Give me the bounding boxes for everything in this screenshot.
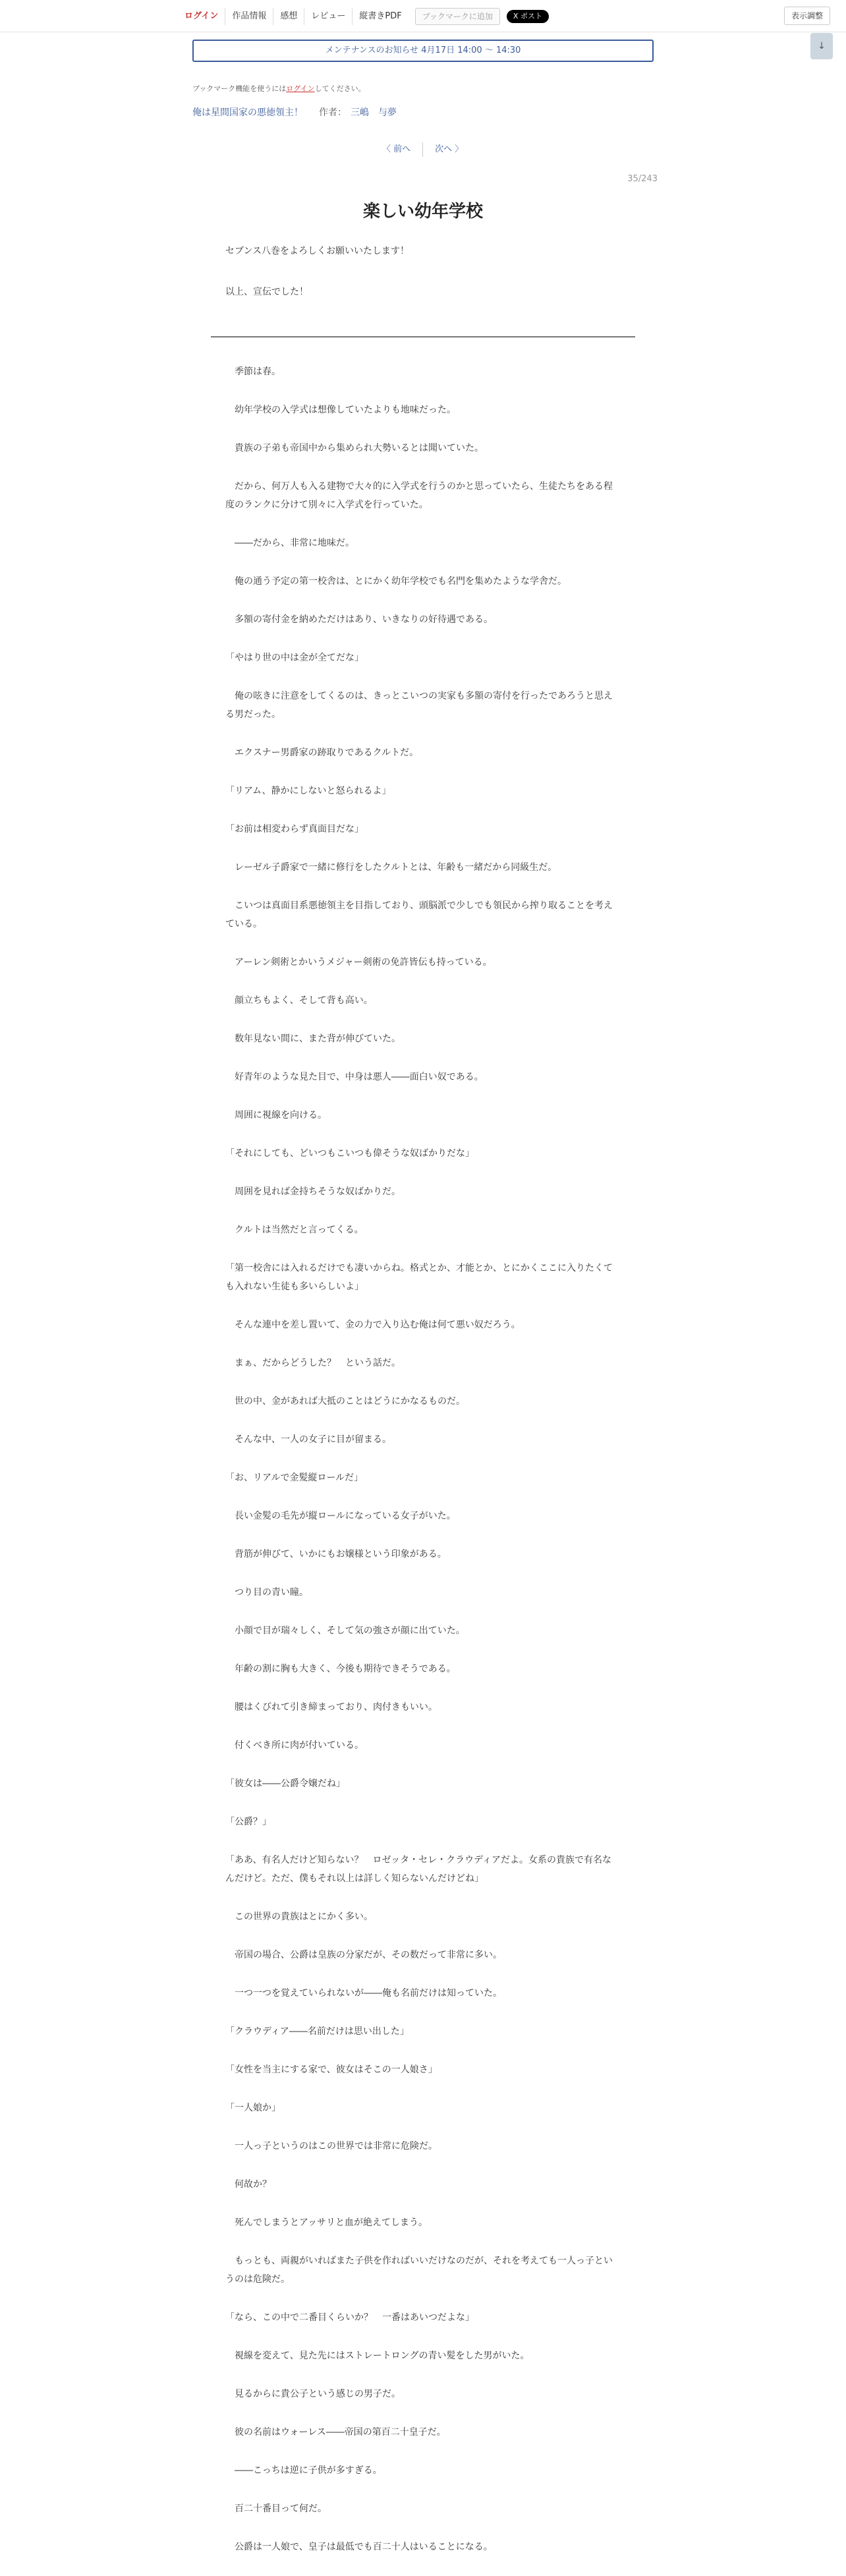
body-paragraph: 「リアム、静かにしないと怒られるよ」 bbox=[225, 786, 391, 796]
prev-page-link[interactable]: 〈 前へ bbox=[382, 144, 411, 154]
body-paragraph: アーレン剣術とかいうメジャー剣術の免許皆伝も持っている。 bbox=[225, 957, 492, 968]
body-paragraph: 「それにしても、どいつもこいつも偉そうな奴ばかりだな」 bbox=[225, 1148, 474, 1159]
novel-info bbox=[192, 105, 397, 119]
bookmark-note-pre: ブックマーク機能を使うには bbox=[192, 84, 287, 93]
preface bbox=[225, 244, 621, 326]
novel-title-link[interactable]: 俺は星間国家の悪徳領主！ bbox=[192, 107, 303, 118]
next-page-link[interactable]: 次へ 〉 bbox=[435, 144, 464, 154]
body-paragraph: 彼の名前はウォーレス――帝国の第百二十皇子だ。 bbox=[225, 2427, 446, 2438]
preface-divider bbox=[211, 336, 635, 337]
body-paragraph: 好青年のような見た目で、中身は悪人――面白い奴である。 bbox=[225, 1072, 484, 1082]
body-paragraph: 周囲に視線を向ける。 bbox=[225, 1110, 327, 1121]
display-settings-button[interactable]: 表示調整 bbox=[784, 7, 830, 25]
body-paragraph: 視線を変えて、見た先にはストレートロングの青い髪をした男がいた。 bbox=[225, 2351, 530, 2361]
body-paragraph: 世の中、金があれば大抵のことはどうにかなるものだ。 bbox=[225, 1396, 465, 1407]
pager bbox=[374, 142, 471, 157]
scroll-down-icon[interactable]: ↓ bbox=[810, 33, 833, 59]
body-paragraph: 何故か？ bbox=[225, 2179, 271, 2190]
body-paragraph: 長い金髪の毛先が縦ロールになっている女子がいた。 bbox=[225, 1511, 456, 1521]
body-paragraph: 小顔で目が瑞々しく、そして気の強さが顔に出ていた。 bbox=[225, 1625, 465, 1636]
review-link[interactable]: レビュー bbox=[304, 8, 352, 25]
body-paragraph: 帝国の場合、公爵は皇族の分家だが、その数だって非常に多い。 bbox=[225, 1950, 502, 1960]
body-paragraph: こいつは真面目系悪徳領主を目指しており、頭脳派で少しでも領民から搾り取ることを考えている。 bbox=[225, 900, 613, 929]
preface-line: 以上、宣伝でした！ bbox=[225, 287, 308, 297]
body-paragraph: そんな中、一人の女子に目が留まる。 bbox=[225, 1434, 391, 1445]
body-paragraph: 幼年学校の入学式は想像していたよりも地味だった。 bbox=[225, 405, 456, 415]
body-paragraph: 「やはり世の中は金が全てだな」 bbox=[225, 653, 364, 663]
body-paragraph: 見るからに貴公子という感じの男子だ。 bbox=[225, 2389, 401, 2399]
body-paragraph: 背筋が伸びて、いかにもお嬢様という印象がある。 bbox=[225, 1549, 447, 1560]
body-paragraph: エクスナー男爵家の跡取りであるクルトだ。 bbox=[225, 747, 419, 758]
body-paragraph: 「公爵？」 bbox=[225, 1817, 271, 1827]
body-paragraph: 腰はくびれて引き締まっており、肉付きもいい。 bbox=[225, 1702, 437, 1712]
body-paragraph: 一つ一つを覚えていられないが――俺も名前だけは知っていた。 bbox=[225, 1988, 502, 1999]
body-paragraph: クルトは当然だと言ってくる。 bbox=[225, 1225, 364, 1235]
body-paragraph: 俺の呟きに注意をしてくるのは、きっとこいつの実家も多額の寄付を行ったであろうと思える男だった。 bbox=[225, 691, 613, 720]
body-paragraph: 俺の通う予定の第一校舎は、とにかく幼年学校でも名門を集めたような学舎だ。 bbox=[225, 576, 567, 587]
body-paragraph: 公爵は一人娘で、皇子は最低でも百二十人はいることになる。 bbox=[225, 2542, 493, 2552]
body-paragraph: この世界の貴族はとにかく多い。 bbox=[225, 1912, 373, 1922]
page-number: 35/243 bbox=[627, 174, 658, 184]
body-paragraph: 年齢の割に胸も大きく、今後も期待できそうである。 bbox=[225, 1664, 456, 1674]
chapter-body bbox=[225, 363, 621, 2576]
body-paragraph: 「お、リアルで金髪縦ロールだ」 bbox=[225, 1473, 364, 1483]
body-paragraph: 「なら、この中で二番目くらいか？ 一番はあいつだよな」 bbox=[225, 2312, 474, 2323]
body-paragraph: まぁ、だからどうした？ という話だ。 bbox=[225, 1358, 401, 1368]
body-paragraph: 「彼女は――公爵令嬢だね」 bbox=[225, 1778, 345, 1789]
login-link[interactable]: ログイン bbox=[184, 11, 219, 21]
vertical-pdf-link[interactable]: 縦書きPDF bbox=[352, 8, 408, 25]
body-paragraph: 「ああ、有名人だけど知らない？ ロゼッタ・セレ・クラウディアだよ。女系の貴族で有名なんだけど。ただ、僕もそれ以上は詳しく知らないんだけどね」 bbox=[225, 1855, 612, 1884]
bookmark-note bbox=[192, 83, 366, 94]
add-bookmark-button[interactable]: ブックマークに追加 bbox=[415, 8, 500, 25]
impressions-link[interactable]: 感想 bbox=[273, 8, 304, 25]
body-paragraph: もっとも、両親がいればまた子供を作ればいいだけなのだが、それを考えても一人っ子というのは危険だ。 bbox=[225, 2256, 613, 2285]
x-share-button[interactable]: X ポスト bbox=[507, 10, 549, 23]
body-paragraph: 季節は春。 bbox=[225, 366, 281, 377]
body-paragraph: 「第一校舎には入れるだけでも凄いからね。格式とか、才能とか、とにかくここに入りたくても入れない生徒も多いらしいよ」 bbox=[225, 1263, 613, 1292]
body-paragraph: 「お前は相変わらず真面目だな」 bbox=[225, 824, 364, 834]
body-paragraph: だから、何万人も入る建物で大々的に入学式を行うのかと思っていたら、生徒たちをある程度のランクに分けて別々に入学式を行っていた。 bbox=[225, 481, 613, 510]
body-paragraph: 「一人娘か」 bbox=[225, 2103, 281, 2113]
author-link[interactable]: 三嶋 与夢 bbox=[351, 107, 397, 118]
body-paragraph: 多額の寄付金を納めただけはあり、いきなりの好待遇である。 bbox=[225, 614, 493, 625]
body-paragraph: 貴族の子弟も帝国中から集められ大勢いるとは聞いていた。 bbox=[225, 443, 484, 454]
body-paragraph: 顔立ちもよく、そして背も高い。 bbox=[225, 995, 373, 1006]
body-paragraph: 「女性を当主にする家で、彼女はそこの一人娘さ」 bbox=[225, 2064, 437, 2075]
maintenance-notice[interactable]: メンテナンスのお知らせ 4月17日 14:00 〜 14:30 bbox=[192, 40, 654, 62]
body-paragraph: 付くべき所に肉が付いている。 bbox=[225, 1740, 364, 1751]
top-nav bbox=[178, 7, 549, 26]
body-paragraph: レーゼル子爵家で一緒に修行をしたクルトとは、年齢も一緒だから同級生だ。 bbox=[225, 862, 557, 873]
body-paragraph: 周囲を見れば金持ちそうな奴ばかりだ。 bbox=[225, 1186, 401, 1197]
body-paragraph: そんな連中を差し置いて、金の力で入り込む俺は何て悪い奴だろう。 bbox=[225, 1320, 521, 1330]
bookmark-login-link[interactable]: ログイン bbox=[286, 84, 315, 93]
preface-line: セブンス八巻をよろしくお願いいたします！ bbox=[225, 246, 410, 256]
pager-divider bbox=[422, 142, 423, 157]
body-paragraph: 一人っ子というのはこの世界では非常に危険だ。 bbox=[225, 2141, 437, 2152]
body-paragraph: 死んでしまうとアッサリと血が絶えてしまう。 bbox=[225, 2217, 428, 2228]
body-paragraph: 百二十番目って何だ。 bbox=[225, 2503, 327, 2514]
body-paragraph: 数年見ない間に、また背が伸びていた。 bbox=[225, 1034, 401, 1044]
body-paragraph: ――こっちは逆に子供が多すぎる。 bbox=[225, 2465, 382, 2476]
header-bar bbox=[0, 0, 846, 32]
body-paragraph: ――だから、非常に地味だ。 bbox=[225, 538, 354, 548]
chapter-title: 楽しい幼年学校 bbox=[362, 202, 483, 221]
author-label: 作者： bbox=[319, 107, 347, 118]
novel-info-link[interactable]: 作品情報 bbox=[225, 8, 273, 25]
body-paragraph: 「クラウディア――名前だけは思い出した」 bbox=[225, 2026, 409, 2037]
body-paragraph: つり目の青い瞳。 bbox=[225, 1587, 308, 1598]
bookmark-note-post: してください。 bbox=[314, 84, 366, 93]
